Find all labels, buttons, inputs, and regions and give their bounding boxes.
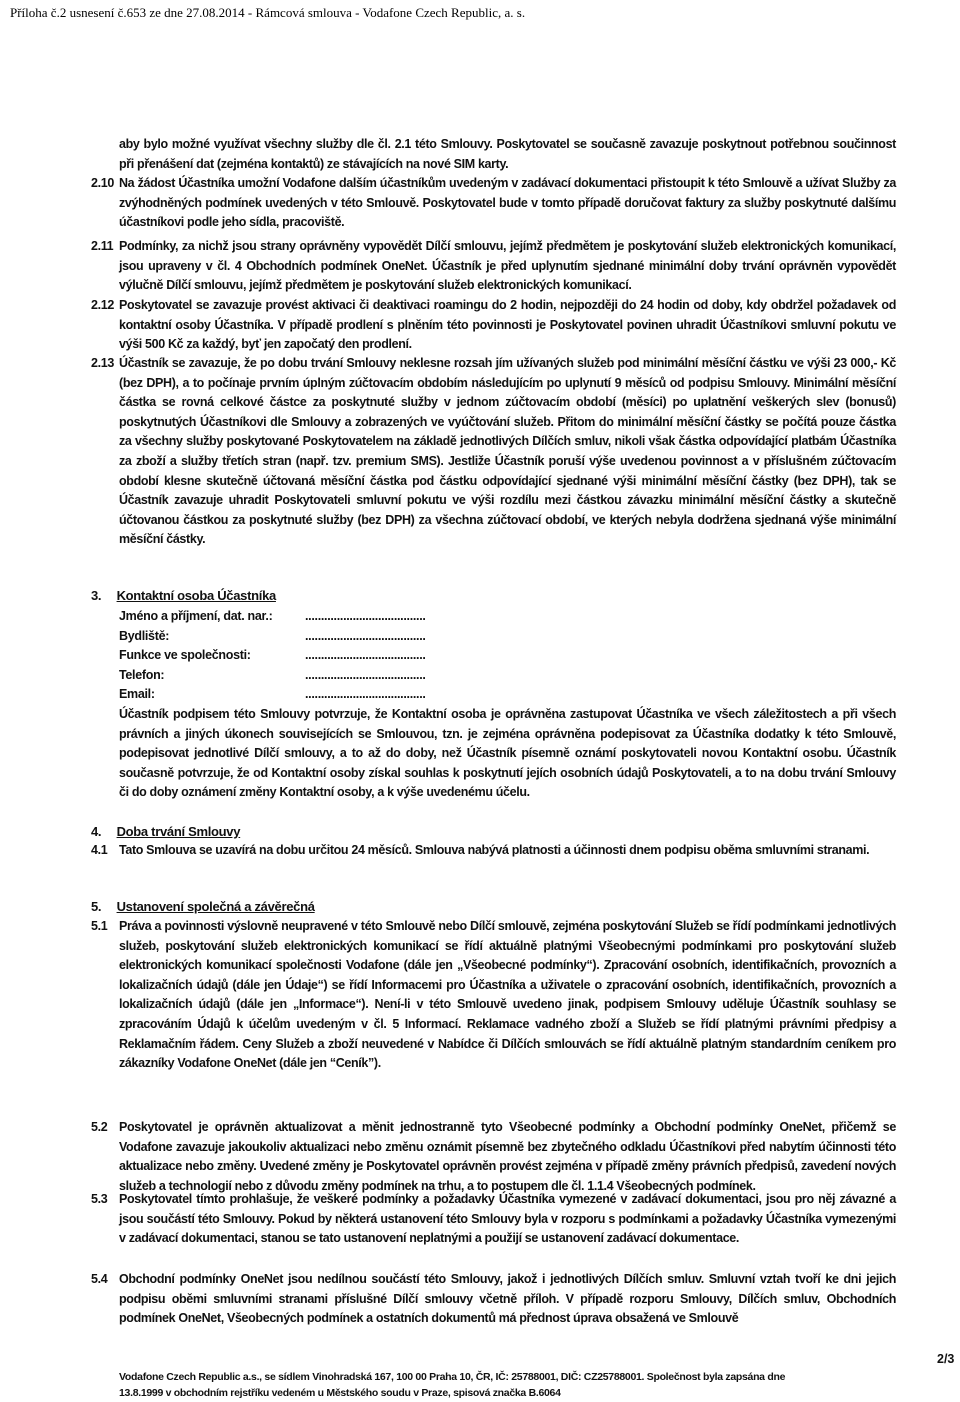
section-4-heading bbox=[91, 822, 240, 841]
clause-number: 5.1 bbox=[91, 919, 108, 933]
footer-line-1: Vodafone Czech Republic a.s., se sídlem Vinohradská 167, 100 00 Praha 10, ČR, IČ: 25788001, DIČ: CZ25788001. Společnost byla zapsána dne bbox=[119, 1371, 786, 1383]
clause-2-13: Účastník se zavazuje, že po dobu trvání Smlouvy neklesne rozsah jím užívaných služeb pod minimální měsíční částku ve výši 23 000,- Kč (bez DPH), a to počínaje prvním úplným zúčtovacím obdobím následujícím po uplynutí 9 měsíců od podpisu Smlouvy. Minimální měsíční částka se rovná celkové částce za poskytnuté služby v jednom zúčtovacím období (měsíci) po uplatnění veškerých slev (bonusů) poskytnutých Účastníkovi dle Smlouvy a zobrazených ve vyúčtování služeb. Přitom do minimální měsíční částky se počítá pouze částka za všechny služby poskytované Poskytovatelem na základě jednotlivých Dílčích smluv, nikoli však částka odpovídající platbám Účastníka za zboží a služby třetích stran (např. tzv. premium SMS). Jestliže Účastník poruší výše uvedenou povinnost a v příslušném zúčtovacím období klesne skutečně účtovaná měsíční částka pod částku odpovídající sjednané výši minimální měsíční částky (bez DPH), tak se Účastník zavazuje uhradit Poskytovateli smluvní pokutu ve výši rozdílu mezi částkou závazku minimální měsíční částky a skutečně účtovanou částkou za poskytnuté služby (bez DPH) za všechna zúčtovací období, ve kterých nebyla dodržena sjednaná výše minimální měsíční částky. bbox=[119, 356, 896, 547]
section-5-heading bbox=[91, 897, 315, 916]
contact-field-email bbox=[119, 685, 426, 705]
clause-number: 2.12 bbox=[91, 298, 114, 312]
field-blank: ...................................... bbox=[305, 629, 426, 643]
field-label: Telefon: bbox=[119, 668, 165, 682]
contact-field-address bbox=[119, 627, 426, 647]
clause-number: 5.2 bbox=[91, 1120, 108, 1134]
clause-number: 2.13 bbox=[91, 356, 114, 370]
clause-5-4: Obchodní podmínky OneNet jsou nedílnou součástí této Smlouvy, jakož i jednotlivých Dílčích smluv. Smluvní vztah tvoří ke dni jejich podpisu oběmi smluvními stranami příslušné Dílčí smlouvy včetně příloh. V případě rozporu Smlouvy, Dílčích smluv, Obchodních podmínek OneNet, Všeobecných podmínek a ostatních dokumentů má přednost úprava obsažená ve Smlouvě bbox=[119, 1272, 896, 1326]
section-3-heading bbox=[91, 586, 276, 605]
section-number: 4. bbox=[91, 824, 102, 839]
clause-number: 2.10 bbox=[91, 176, 114, 190]
field-blank: ...................................... bbox=[305, 668, 426, 682]
field-blank: ...................................... bbox=[305, 648, 426, 662]
field-label: Bydliště: bbox=[119, 629, 170, 643]
contact-field-phone bbox=[119, 666, 426, 686]
clause-5-3: Poskytovatel tímto prohlašuje, že veškeré podmínky a požadavky Účastníka vymezené v zadávací dokumentaci, jsou pro něj závazné a jsou součástí této Smlouvy. Pokud by některá ustanovení této Smlouvy byla v rozporu s podmínkami a požadavky Účastníka vymezenými v zadávací dokumentaci, stanou se tato ustanovení neplatnými a použijí se ustanovení zadávací dokumentace. bbox=[119, 1192, 896, 1246]
page-footer bbox=[119, 1369, 879, 1401]
document-header-text: Příloha č.2 usnesení č.653 ze dne 27.08.2014 - Rámcová smlouva - Vodafone Czech Republic, a. s. bbox=[10, 5, 526, 20]
clause-2-12: Poskytovatel se zavazuje provést aktivaci či deaktivaci roamingu do 2 hodin, nejpozději do 24 hodin od doby, kdy obdržel požadavek od kontaktní osoby Účastníka. V případě prodlení s plněním této povinnosti je Poskytovatel povinen uhradit Účastníkovi smluvní pokutu ve výši 500 Kč za každý, byť jen započatý den prodlení. bbox=[119, 298, 896, 352]
clause-number: 5.4 bbox=[91, 1272, 108, 1286]
contact-field-position bbox=[119, 646, 426, 666]
clause-number: 4.1 bbox=[91, 843, 108, 857]
clause-5-2: Poskytovatel je oprávněn aktualizovat a měnit jednostranně tyto Všeobecné podmínky a Obchodní podmínky OneNet, přičemž se Vodafone zavazuje jakoukoliv aktualizaci nebo změnu oznámit písemně bez zbytečného odkladu Účastníkovi před nabytím účinnosti této aktualizace nebo změny. Uvedené změny je Poskytovatel oprávněn provést zejména v případě změny právních předpisů, zavedení nových služeb a technologií nebo z důvodu změny podmínek na trhu, a to postupem dle čl. 1.1.4 Všeobecných podmínek. bbox=[119, 1120, 896, 1193]
field-label: Jméno a příjmení, dat. nar.: bbox=[119, 609, 273, 623]
clause-2-9-continuation: aby bylo možné využívat všechny služby dle čl. 2.1 této Smlouvy. Poskytovatel se současně zavazuje poskytnout potřebnou součinnost při přenášení dat (zejména kontaktů) ze stávajících na nové SIM karty. bbox=[119, 137, 896, 171]
section-title: Ustanovení společná a závěrečná bbox=[116, 899, 315, 914]
document-header-bar bbox=[0, 0, 960, 26]
section-number: 3. bbox=[91, 588, 102, 603]
clause-number: 2.11 bbox=[91, 239, 114, 253]
field-label: Funkce ve společnosti: bbox=[119, 648, 251, 662]
field-label: Email: bbox=[119, 687, 155, 701]
clause-number: 5.3 bbox=[91, 1192, 108, 1206]
clause-5-1: Práva a povinnosti výslovně neupravené v této Smlouvě nebo Dílčí smlouvě, zejména poskytování Služeb se řídí podmínkami jednotlivých služeb, poskytování služeb elektronických komunikací se řídí aktuálně platnými Všeobecnými podmínkami pro poskytování služeb elektronických komunikací společnosti Vodafone (dále jen „Všeobecné podmínky“). Zpracování osobních, identifikačních, provozních a lokalizačních údajů (dále jen Údaje“) se řídí Informacemi pro Účastníka a uživatele o zpracování osobních, identifikačních, provozních a lokalizačních údajů (dále jen „Informace“). Není-li v této Smlouvě uvedeno jinak, podpisem Smlouvy uděluje Účastník souhlasy se zpracováním Údajů k účelům uvedeným v čl. 5 Informací. Reklamace vadného zboží a Služeb se řídí platnými právními předpisy a Reklamačním řádem. Ceny Služeb a zboží neuvedené v Nabídce či Dílčích smlouvách se řídí aktuálně platným standardním ceníkem pro zákazníky Vodafone OneNet (dále jen “Ceník”). bbox=[119, 919, 896, 1071]
page-number: 2/3 bbox=[937, 1352, 955, 1366]
field-blank: ...................................... bbox=[305, 687, 426, 701]
section-3-text: Účastník podpisem této Smlouvy potvrzuje, že Kontaktní osoba je oprávněna zastupovat Účastníka ve všech záležitostech a při všech právních a jiných úkonech souvisejících se Smlouvou, tzn. je zejména oprávněna podepisovat za Účastníka dodatky k této Smlouvě, podepisovat jednotlivé Dílčí smlouvy, a to až do doby, než Účastník písemně oznámí poskytovateli novou Kontaktní osobu. Účastník současně potvrzuje, že od Kontaktní osoby získal souhlas k poskytnutí jejích osobních údajů Poskytovateli, a to na dobu trvání Smlouvy či do doby oznámení změny Kontaktní osoby, a k výše uvedenému účelu. bbox=[119, 707, 896, 800]
contact-field-name bbox=[119, 607, 426, 627]
section-title: Kontaktní osoba Účastníka bbox=[116, 588, 276, 603]
clause-4-1: Tato Smlouva se uzavírá na dobu určitou 24 měsíců. Smlouva nabývá platnosti a účinnosti dnem podpisu oběma smluvními stranami. bbox=[119, 843, 870, 857]
footer-line-2: 13.8.1999 v obchodním rejstříku vedeném u Městského soudu v Praze, spisová značka B.6064 bbox=[119, 1387, 561, 1399]
clause-2-11: Podmínky, za nichž jsou strany oprávněny vypovědět Dílčí smlouvu, jejímž předmětem je poskytování služeb elektronických komunikací, jsou upraveny v čl. 4 Obchodních podmínek OneNet. Účastník je před uplynutím sjednané minimální doby trvání oprávněn vypovědět výlučně Dílčí smlouvu, jejímž předmětem je poskytování služeb elektronických komunikací. bbox=[119, 239, 896, 293]
section-title: Doba trvání Smlouvy bbox=[116, 824, 241, 839]
field-blank: ...................................... bbox=[305, 609, 426, 623]
clause-2-10: Na žádost Účastníka umožní Vodafone dalším účastníkům uvedeným v zadávací dokumentaci přistoupit k této Smlouvě a užívat Služby za zvýhodněných podmínek uvedených v této Smlouvě. Poskytovatel bude v tomto případě doručovat faktury za služby poskytnuté dalšímu účastníkovi podle jeho sídla, pracoviště. bbox=[119, 176, 896, 230]
section-number: 5. bbox=[91, 899, 102, 914]
